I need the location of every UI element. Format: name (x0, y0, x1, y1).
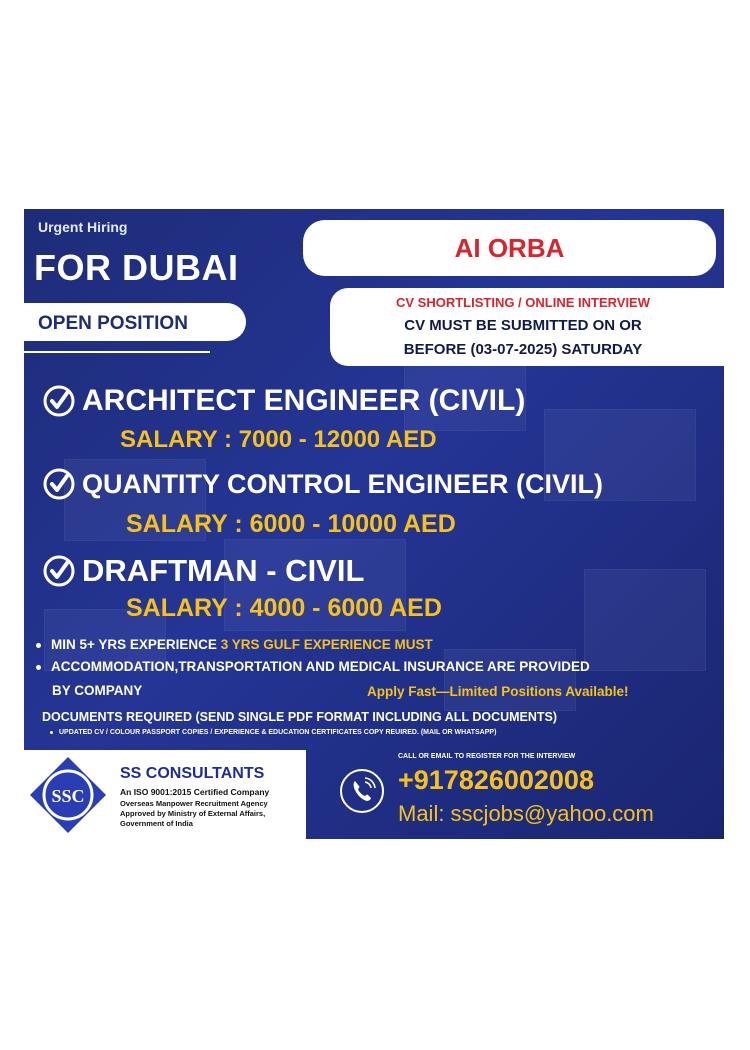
requirement-experience (36, 637, 433, 652)
bullet-dot (50, 731, 53, 734)
phone-glyph (342, 771, 382, 811)
bullet-dot (36, 665, 41, 670)
experience-text: MIN 5+ YRS EXPERIENCE (51, 637, 217, 652)
notice-line-2: CV MUST BE SUBMITTED ON OR (404, 317, 642, 334)
job-title-text: QUANTITY CONTROL ENGINEER (CIVIL) (82, 468, 604, 499)
notice-line-3: BEFORE (03-07-2025) SATURDAY (403, 341, 643, 358)
contact-email[interactable]: Mail: sscjobs@yahoo.com (398, 801, 654, 826)
job-title-text: DRAFTMAN - CIVIL (82, 553, 365, 588)
documents-heading: DOCUMENTS REQUIRED (SEND SINGLE PDF FORMAT INCLUDING ALL DOCUMENTS) (42, 710, 558, 724)
check-circle-icon (42, 554, 76, 588)
contact-label: CALL OR EMAIL TO REGISTER FOR THE INTERVIEW (398, 753, 576, 760)
job-poster (24, 209, 724, 839)
documents-detail-text: UPDATED CV / COLOUR PASSPORT COPIES / EXPERIENCE & EDUCATION CERTIFICATES COPY REUIRED. (MAIL OR WHATSAPP) (59, 729, 497, 736)
job-title-2 (42, 467, 603, 501)
job-salary-2: SALARY : 6000 - 10000 AED (126, 510, 456, 538)
check-circle-icon (42, 384, 76, 418)
apply-fast-text: Apply Fast—Limited Positions Available! (367, 684, 629, 699)
decor-box (584, 569, 706, 671)
notice-line-1: CV SHORTLISTING / ONLINE INTERVIEW (396, 295, 650, 310)
job-title-text: ARCHITECT ENGINEER (CIVIL) (82, 384, 526, 417)
consultant-name: SS CONSULTANTS (120, 765, 265, 782)
consultant-gov: Government of India (120, 819, 193, 828)
consultant-approved: Approved by Ministry of External Affairs, (120, 809, 266, 818)
ssc-logo-icon (28, 755, 108, 835)
job-title-1 (42, 384, 525, 418)
job-salary-3: SALARY : 4000 - 6000 AED (126, 594, 442, 622)
divider (24, 351, 210, 353)
job-title-3 (42, 553, 364, 589)
documents-detail (50, 729, 496, 736)
benefits-text-2: BY COMPANY (52, 683, 143, 698)
open-position-label: OPEN POSITION (38, 313, 188, 334)
urgent-hiring-label: Urgent Hiring (38, 219, 128, 235)
consultant-agency: Overseas Manpower Recruitment Agency (120, 799, 268, 808)
contact-phone[interactable]: +917826002008 (398, 765, 594, 795)
benefits-text: ACCOMMODATION,TRANSPORTATION AND MEDICAL INSURANCE ARE PROVIDED (51, 659, 590, 674)
consultant-iso: An ISO 9001:2015 Certified Company (120, 787, 270, 797)
location-title: FOR DUBAI (34, 247, 239, 288)
requirement-benefits (36, 659, 590, 674)
check-circle-icon (42, 467, 76, 501)
gulf-experience-text: 3 YRS GULF EXPERIENCE MUST (220, 637, 433, 652)
company-name: AI ORBA (454, 233, 565, 263)
phone-icon (340, 769, 384, 813)
bullet-dot (36, 643, 41, 648)
job-salary-1: SALARY : 7000 - 12000 AED (120, 426, 437, 453)
svg-text:SSC: SSC (51, 786, 85, 806)
